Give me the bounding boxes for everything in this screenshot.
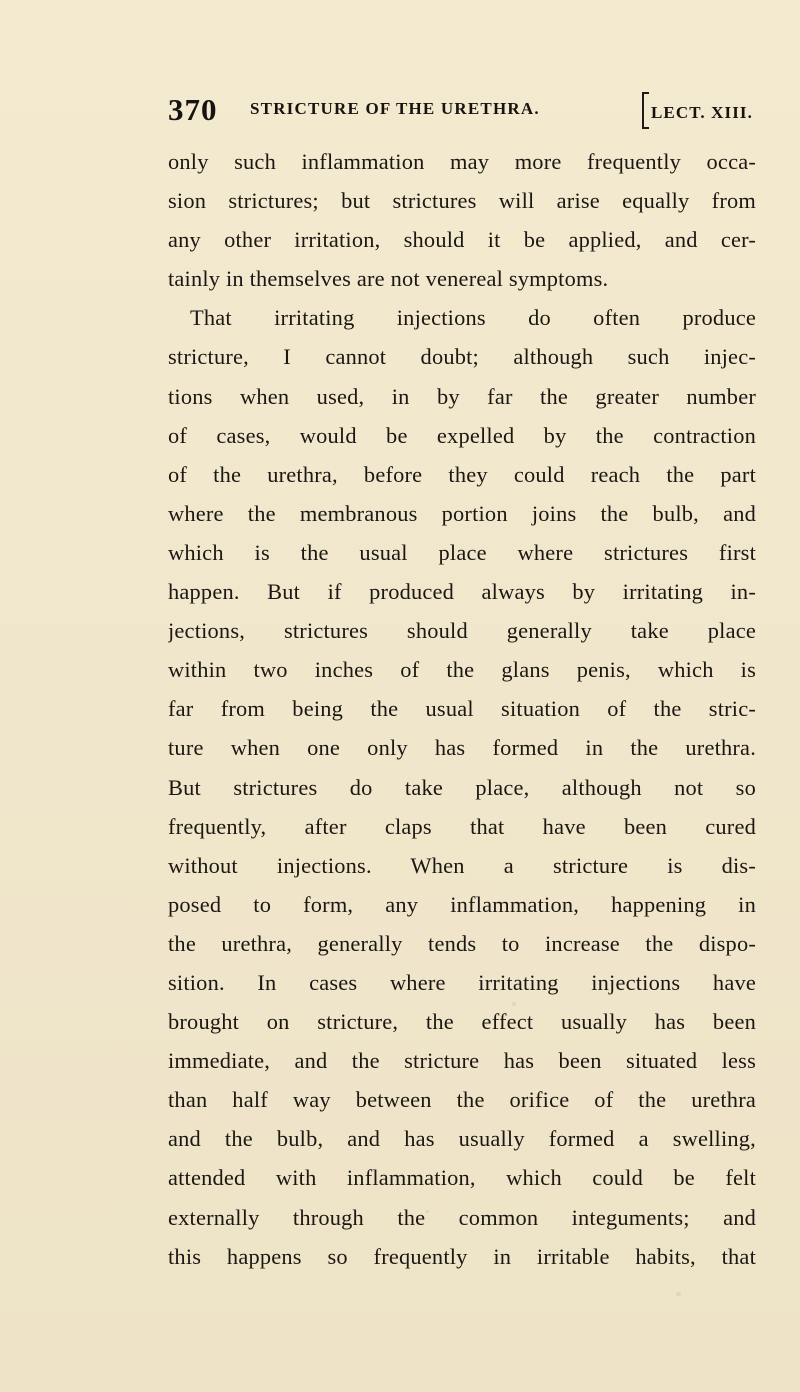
text-line: tainly in themselves are not venereal symptoms. — [168, 266, 609, 292]
text-line: of cases, would be expelled by the contraction — [168, 422, 756, 448]
text-line: which is the usual place where strictures first — [168, 539, 756, 565]
text-line: frequently, after claps that have been cured — [168, 813, 756, 839]
section-label: LECT. XIII. — [642, 92, 753, 129]
text-line: within two inches of the glans penis, which is — [168, 657, 756, 683]
text-line: But strictures do take place, although not so — [168, 774, 756, 800]
text-line: than half way between the orifice of the urethra — [168, 1087, 756, 1113]
text-line: attended with inflammation, which could be felt — [168, 1165, 756, 1191]
text-line: That irritating injections do often produce — [190, 305, 756, 331]
text-line: brought on stricture, the effect usually has been — [168, 1009, 756, 1035]
text-line: this happens so frequently in irritable habits, that — [168, 1243, 756, 1269]
body-text — [168, 142, 756, 1276]
text-line: externally through the common integuments; and — [168, 1204, 756, 1230]
text-line: any other irritation, should it be applied, and cer- — [168, 227, 756, 253]
text-line: posed to form, any inflammation, happening in — [168, 891, 756, 917]
text-line: where the membranous portion joins the bulb, and — [168, 500, 756, 526]
text-line: stricture, I cannot doubt; although such injec- — [168, 344, 756, 370]
text-line: happen. But if produced always by irritating in- — [168, 579, 756, 605]
text-line: tions when used, in by far the greater number — [168, 383, 756, 409]
running-title: STRICTURE OF THE URETHRA. — [250, 99, 540, 118]
paper-spot — [676, 1292, 681, 1296]
text-line: and the bulb, and has usually formed a swelling, — [168, 1126, 756, 1152]
text-line: the urethra, generally tends to increase the dispo- — [168, 930, 756, 956]
text-line: of the urethra, before they could reach the part — [168, 461, 756, 487]
page-number: 370 — [168, 92, 218, 127]
text-line: far from being the usual situation of the stric- — [168, 696, 756, 722]
text-line: jections, strictures should generally take place — [168, 618, 756, 644]
text-line: sition. In cases where irritating injections have — [168, 969, 756, 995]
running-head — [168, 92, 753, 134]
text-line: only such inflammation may more frequently occa- — [168, 149, 756, 174]
text-line: without injections. When a stricture is dis- — [168, 852, 756, 878]
text-line: sion strictures; but strictures will arise equally from — [168, 188, 756, 214]
text-line: immediate, and the stricture has been situated less — [168, 1048, 756, 1074]
text-line: ture when one only has formed in the urethra. — [168, 735, 756, 761]
